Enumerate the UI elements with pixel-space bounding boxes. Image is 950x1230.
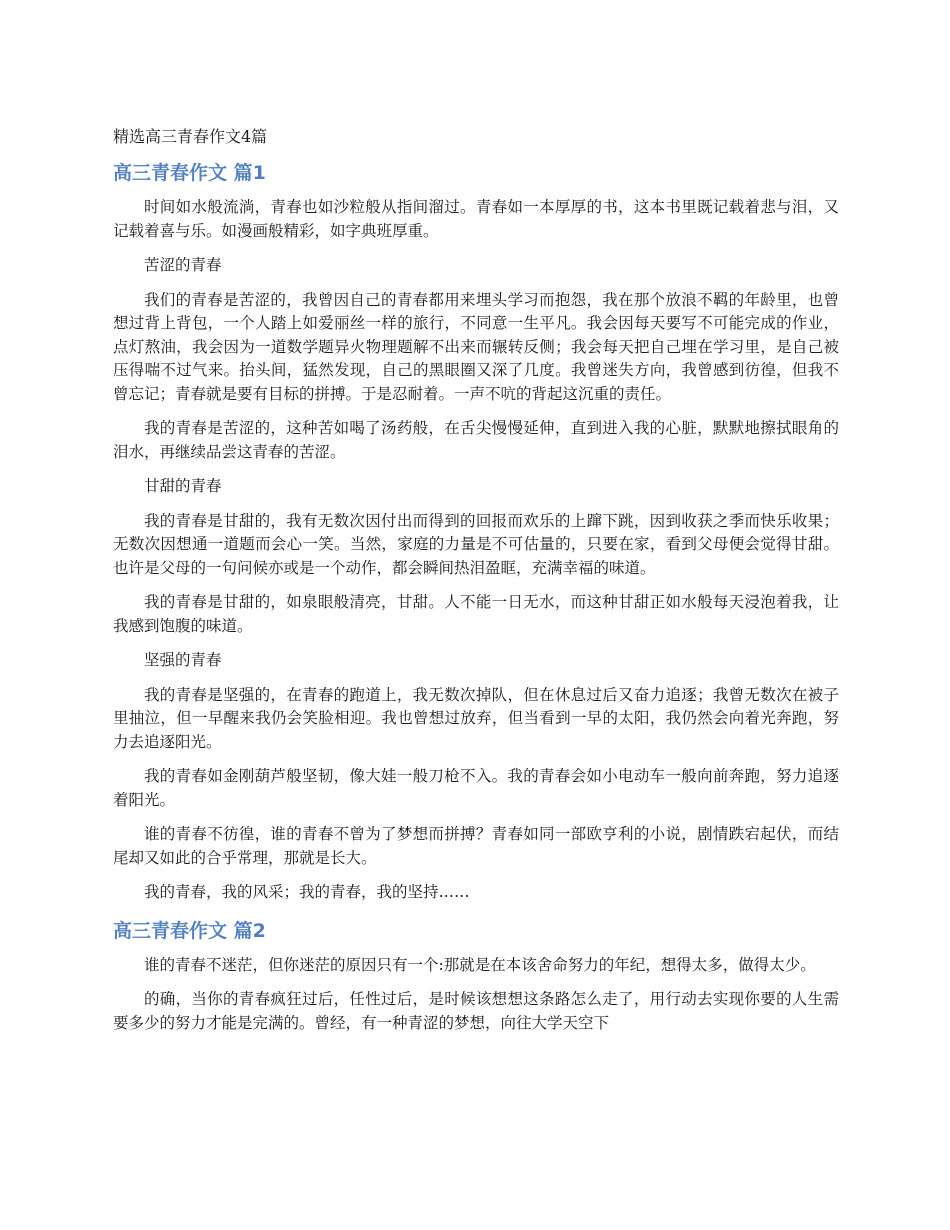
subheading: 苦涩的青春 — [144, 256, 222, 274]
subheading: 坚强的青春 — [144, 651, 222, 669]
paragraph: 我的青春是苦涩的，这种苦如喝了汤药般，在舌尖慢慢延伸，直到进入我的心脏，默默地擦拭眼角的泪水，再继续品尝这青春的苦涩。 — [113, 419, 839, 461]
paragraph: 我的青春是坚强的，在青春的跑道上，我无数次掉队，但在休息过后又奋力追逐；我曾无数次在被子里抽泣，但一早醒来我仍会笑脸相迎。我也曾想过放弃，但当看到一早的太阳，我仍然会向着光奔跑，努力去追逐阳光。 — [113, 685, 839, 751]
paragraph: 谁的青春不彷徨，谁的青春不曾为了梦想而拼搏？青春如同一部欧亨利的小说，剧情跌宕起伏，而结尾却又如此的合乎常理，那就是长大。 — [113, 825, 839, 867]
subheading: 甘甜的青春 — [144, 477, 222, 495]
document-page — [113, 124, 839, 1046]
paragraph: 我的青春是甘甜的，我有无数次因付出而得到的回报而欢乐的上蹿下跳，因到收获之季而快乐收果；无数次因想通一道题而会心一笑。当然，家庭的力量是不可估量的，只要在家，看到父母便会觉得甘甜。也许是父母的一句问候亦或是一个动作，都会瞬间热泪盈眶，充满幸福的味道。 — [113, 511, 839, 577]
paragraph: 的确，当你的青春疯狂过后，任性过后，是时候该想想这条路怎么走了，用行动去实现你要的人生需要多少的努力才能是完满的。曾经，有一种青涩的梦想，向往大学天空下 — [113, 990, 839, 1032]
paragraph: 我的青春如金刚葫芦般坚韧，像大娃一般刀枪不入。我的青春会如小电动车一般向前奔跑，努力追逐着阳光。 — [113, 767, 839, 809]
section-heading: 高三青春作文 篇1 — [113, 162, 266, 184]
paragraph: 我的青春，我的风采；我的青春，我的坚持…… — [144, 883, 470, 901]
section-1 — [113, 158, 839, 905]
section-heading: 高三青春作文 篇2 — [113, 919, 266, 942]
paragraph: 时间如水般流淌，青春也如沙粒般从指间溜过。青春如一本厚厚的书，这本书里既记载着悲与泪，又记载着喜与乐。如漫画般精彩，如字典班厚重。 — [113, 198, 839, 240]
section-2 — [113, 916, 839, 1036]
paragraph: 谁的青春不迷茫，但你迷茫的原因只有一个:那就是在本该舍命努力的年纪，想得太多，做得太少。 — [144, 955, 816, 974]
paragraph: 我们的青春是苦涩的，我曾因自己的青春都用来埋头学习而抱怨，我在那个放浪不羁的年龄里，也曾想过背上背包，一个人踏上如爱丽丝一样的旅行，不同意一生平凡。我会因每天要写不可能完成的作业，点灯熬油，我会因为一道数学题异火物理题解不出来而辗转反侧；我会每天把自己埋在学习里，是自己被压得喘不过气来。抬头间，猛然发现，自己的黑眼圈又深了几度。我曾迷失方向，我曾感到彷徨，但我不曾忘记；青春就是要有目标的拼搏。于是忍耐着。一声不吭的背起这沉重的责任。 — [113, 290, 839, 403]
document-title: 精选高三青春作文4篇 — [113, 127, 268, 146]
paragraph: 我的青春是甘甜的，如泉眼般清亮，甘甜。人不能一日无水，而这种甘甜正如水般每天浸泡着我，让我感到饱腹的味道。 — [113, 593, 839, 635]
